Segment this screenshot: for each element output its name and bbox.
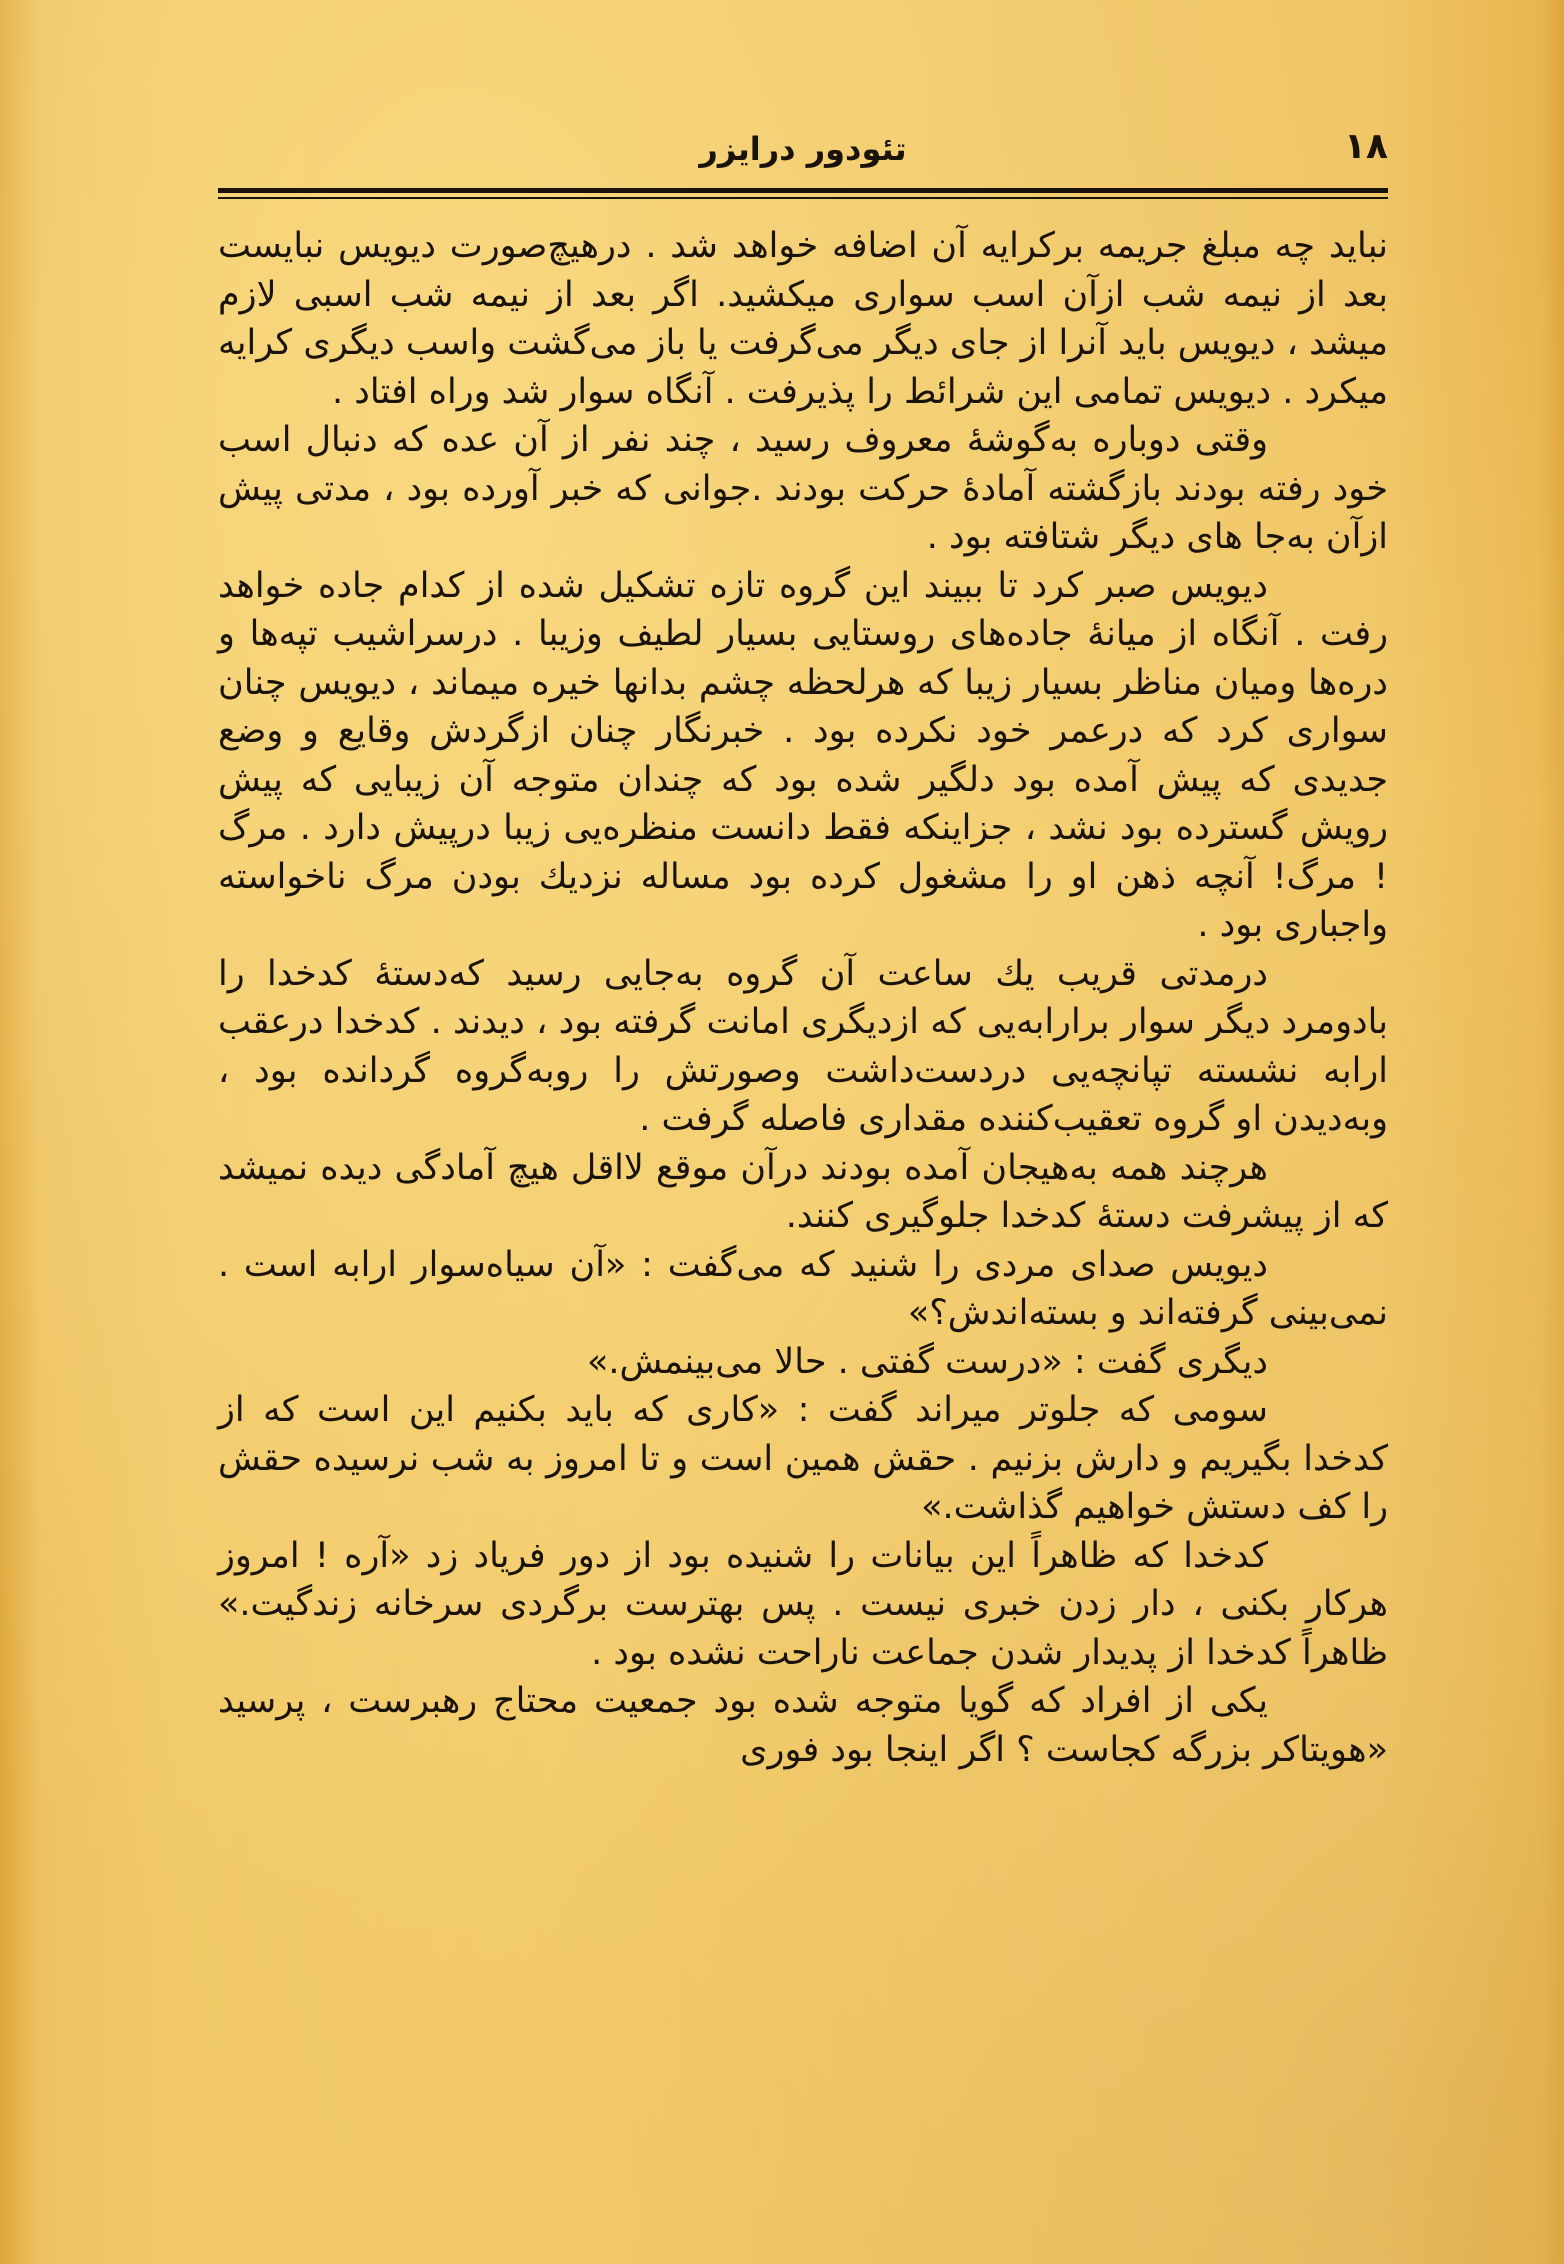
page-number: ۱۸: [1344, 126, 1388, 167]
paragraph: دیویس صبر کرد تا ببیند این گروه تازه تشکیل شده از کدام جاده خواهد رفت . آنگاه از میانهٔ جاده‌های روستایی بسیار لطیف وزیبا . درسراشیب تپه‌ها و دره‌ها ومیان مناظر بسیار زیبا که هرلحظه چشم بدانها خیره میماند ، دیویس چنان سواری کرد که درعمر خود نکرده بود . خبرنگار چنان ازگردش وقایع و وضع جدیدی که پیش آمده بود دلگیر شده بود که چندان متوجه آن زیبایی که پیش رویش گسترده بود نشد ، جزاینکه فقط دانست منظره‌یی زیبا درپیش دارد . مرگ ! مرگ! آنچه ذهن او را مشغول کرده بود مساله نزدیك بودن مرگ ناخواسته واجباری بود .: [218, 565, 1388, 945]
paragraph: سومی که جلوتر میراند گفت : «کاری که باید بکنیم این است که از کدخدا بگیریم و دارش بزنیم . حقش همین است و تا امروز به شب نرسیده حقش را کف دستش خواهیم گذاشت.»: [218, 1390, 1388, 1527]
paragraph: درمدتی قریب یك ساعت آن گروه به‌جایی رسید که‌دستهٔ کدخدا را بادومرد دیگر سوار برارابه‌یی که ازدیگری امانت گرفته بود ، دیدند . کدخدا درعقب ارابه نشسته تپانچه‌یی دردست‌داشت وصورتش را روبه‌گروه گردانده بود ، وبه‌دیدن او گروه تعقیب‌کننده مقداری فاصله گرفت .: [218, 953, 1388, 1139]
paragraph: دیویس صدای مردی را شنید که می‌گفت : «آن سیاه‌سوار ارابه است . نمی‌بینی گرفته‌اند و بسته‌اندش؟»: [218, 1244, 1388, 1333]
header-rule-thick: [218, 188, 1388, 193]
paragraph: وقتی دوباره به‌گوشهٔ معروف رسید ، چند نفر از آن عده که دنبال اسب خود رفته بودند بازگشته آمادهٔ حرکت بودند .جوانی که خبر آورده بود ، مدتی پیش ازآن به‌جا های دیگر شتافته بود .: [218, 420, 1388, 557]
paragraph: کدخدا که ظاهراً این بیانات را شنیده بود از دور فریاد زد «آره ! امروز هرکار بکنی ، دار زدن خبری نیست . پس بهترست برگردی سرخانه زندگیت.» ظاهراً کدخدا از پدیدار شدن جماعت ناراحت نشده بود .: [218, 1535, 1388, 1673]
page-header: [218, 118, 1388, 178]
paragraph: دیگری گفت : «درست گفتی . حالا می‌بینمش.»: [586, 1341, 1268, 1382]
paragraph: هرچند همه به‌هیجان آمده بودند درآن موقع لااقل هیچ آمادگی دیده نمیشد که از پیشرفت دستهٔ کدخدا جلوگیری کنند.: [218, 1147, 1388, 1236]
paragraph: نباید چه مبلغ جریمه برکرایه آن اضافه خواهد شد . درهیچ‌صورت دیویس نبایست بعد از نیمه شب ازآن اسب سواری میکشید. اگر بعد از نیمه شب اسبی لازم میشد ، دیویس باید آنرا از جای دیگر می‌گرفت یا باز می‌گشت واسب دیگری کرایه میکرد . دیویس تمامی این شرائط را پذیرفت . آنگاه سوار شد وراه افتاد .: [218, 226, 1388, 412]
body-text: [218, 222, 1388, 1774]
header-rule-thin: [218, 197, 1388, 199]
running-title: تئودور درایزر: [699, 130, 907, 168]
paragraph: یکی از افراد که گویا متوجه شده بود جمعیت محتاج رهبرست ، پرسید «هویتاکر بزرگه کجاست ؟ اگر اینجا بود فوری: [218, 1681, 1388, 1770]
header-rule: [218, 188, 1388, 202]
